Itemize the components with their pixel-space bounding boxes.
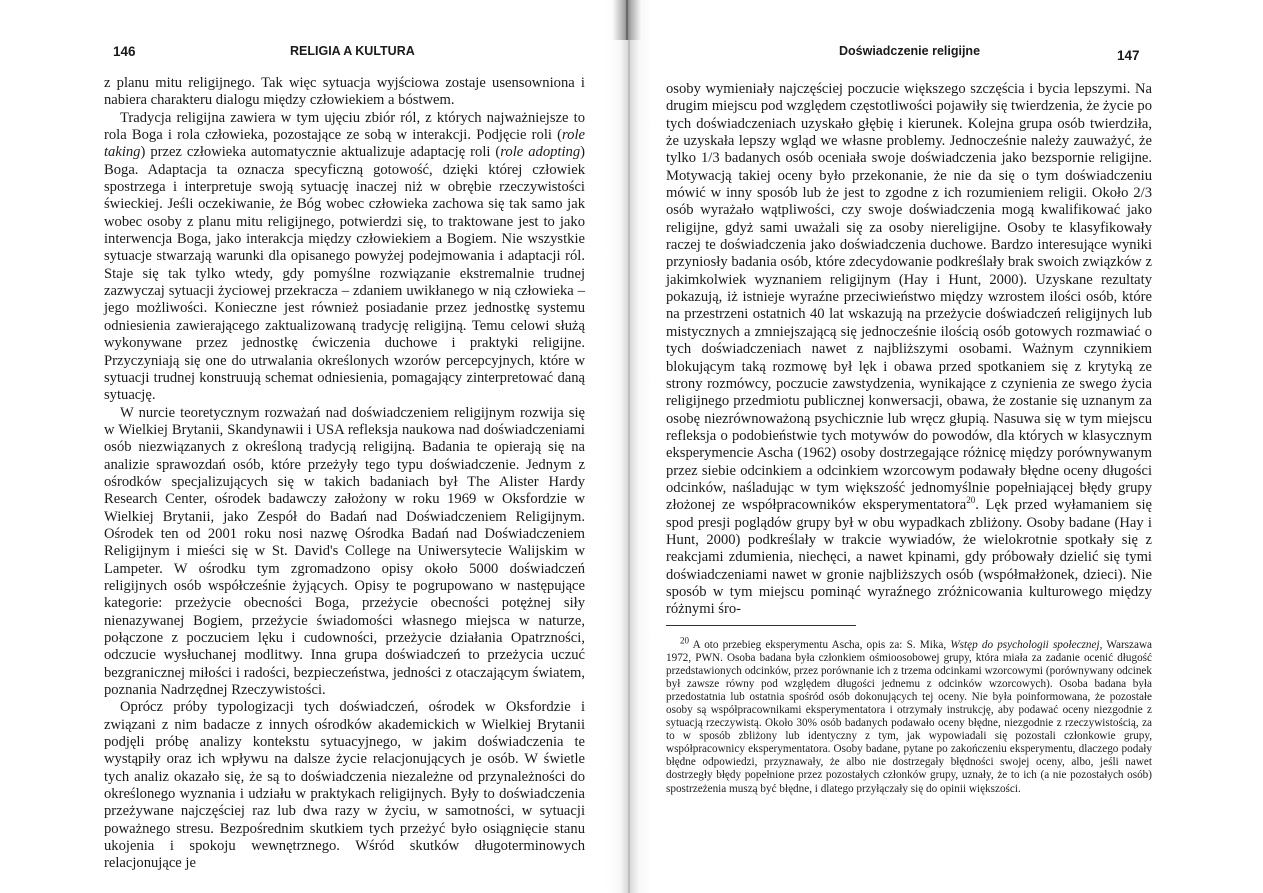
paragraph: osoby wymieniały najczęściej poczucie większego szczęścia i bycia lepszymi. Na drugim miejscu pod względem częstotliwości pojawiły się twierdzenia, że życie po tych doświadczeniach uzyskało głębię i kierunek. Kolejna grupa osób twierdziła, że uzyskała lepszy wgląd we własne problemy. Jednocześnie należy zauważyć, że tylko 1/3 badanych osób oceniała swoje doświadczenia jako bezspornie religijne. Motywacją takiej oceny było przekonanie, że nie da się o tym doświadczeniu mówić w inny sposób lub że jest to zgodne z ich rozumieniem religii. Około 2/3 osób wyrażało wątpliwości, czy swoje doświadczenia mogą kwalifikować jako religijne, gdyż sami uważali się za osoby niereligijne. Osoby te klasyfikowały raczej te doświadczenia jako doświadczenia duchowe. Bardzo interesujące wyniki przyniosły badania osób, które zdecydowanie podkreślały brak swoich związków z jakimkolwiek wyznaniem religijnym (Hay i Hunt, 2000). Uzyskane rezultaty pokazują, iż istnieje wyraźne przeciwieństwo między wzrostem ilości osób, które na przestrzeni ostatnich 40 lat wskazują na przeżycie doświadczeń religijnych lub mistycznych a zmniejszającą się jednocześnie ilością osób gotowych rozmawiać o tych doświadczeniach nawet z najbliższymi osobami. Ważnym czynnikiem blokującym taką rozmowę był lęk i obawa przed spotkaniem się z krytyką ze strony rozmówcy, poczucie zawstydzenia, wynikające z czynienia ze swego życia religijnego przedmiotu publicznej konwersacji, obawa, że zostanie się uznanym za osobę niezrównoważoną psychicznie lub wręcz głupią. Nasuwa się w tym miejscu refleksja o podobieństwie tych motywów do powodów, dla których w klasycznym eksperymencie Ascha (1962) osoby dostrzegające różnicę między porównywanym przez siebie odcinkiem a odcinkiem wzorcowym podawały błędne oceny długości odcinków, naśladując w tym większość jednomyślnie popełniającej błędy grupy złożonej ze współpracowników eksperymentatora$^{20}$. Lęk przed wyłamaniem się spod presji poglądów grupy był w obu wypadkach zbliżony. Osoby badane (Hay i Hunt, 2000) podkreślały w trakcie wywiadów, że wielokrotnie spotkały się z reakcjami zdumienia, niechęci, a nawet kpinami, gdy próbowały dzielić się tymi doświadczeniami nawet w gronie najbliższych osób (współmałżonek, dzieci). Nie sposób w tym miejscu pominąć wyraźnego zróżnicowania kulturowego między różnymi śro- — [666, 81, 1152, 618]
gutter-shadow — [612, 0, 642, 40]
paragraph-roles: Tradycja religijna zawiera w tym ujęciu zbiór ról, z których najważniejsze to rola Boga i rola człowieka, pozostające ze sobą w interakcji. Podjęcie roli (role taking) przez człowieka automatycznie aktualizuje adaptację roli (role adopting) Boga. Adaptacja ta oznacza specyficzną gotowość, dzięki której człowiek spostrzega i interpretuje swoją sytuację inaczej niż w obrębie rzeczywistości świeckiej. Jeśli oczekiwanie, że Bóg wobec człowieka zachowa się tak samo jak wobec osoby z planu mitu religijnego, potwierdzi się, to traktowane jest to jako interwencja Boga, jako interakcja między człowiekiem a Bogiem. Nie wszystkie sytuacje stwarzają warunki dla opisanego powyżej podejmowania i adaptacji ról. Staje się tak tylko wtedy, gdy pomyślne rozwiązanie ekstremalnie trudnej zazwyczaj sytuacji życiowej przekracza – zdaniem uwikłanego w nią człowieka – jego możliwości. Konieczne jest również posiadanie przez jednostkę systemu odniesienia zawierającego zaktualizowaną tradycję religijną. Temu celowi służą wykonywane przez jednostkę ćwiczenia duchowe i praktyki religijne. Przyczyniają się one do utrwalania określonych wzorów percepcyjnych, które w sytuacji trudnej konstruują schemat odniesienia, pomagający zinterpretować daną sytuację. — [104, 109, 585, 404]
left-body-text — [104, 75, 585, 873]
footnote-number: 20 — [680, 635, 689, 646]
footnote-book-title: Wstęp do psychologii społecznej — [950, 639, 1100, 651]
paragraph-text: Lęk przed wyłamaniem się spod presji poglądów grupy był w obu wypadkach zbliżony. Osoby badane (Hay i Hunt, 2000) podkreślały w trakcie wywiadów, że wielokrotnie spotkały się z reakcjami zdumienia, niechęci, a nawet kpinami, gdy próbowały dzielić się tymi doświadczeniami nawet w gronie najbliższych osób (współmałżonek, dzieci). Nie sposób w tym miejscu pominąć wyraźnego zróżnicowania kulturowego między różnymi śro- — [666, 497, 1152, 618]
footnote-text-before: A oto przebieg eksperymentu Ascha, opis za: S. Mika, — [692, 639, 951, 651]
footnote-text-after: , Warszawa 1972, PWN. Osoba badana była członkiem ośmioosobowej grupy, która miała za zadanie ocenić długość przedstawionych odcinków, przez porównanie ich z trzema odcinkami wzorcowymi (porównywany odcinek był zawsze równy pod względem długości jednemu z odcinków wzorcowych). Osoba badana była przedostatnia lub ostatnia spośród osób dokonujących tej oceny. Nie była poinformowana, że pozostałe osoby są współpracownikami eksperymentatora i otrzymały instrukcję, aby podawać oceny niezgodnie z sytuacją rzeczywistą. Około 30% osób badanych podawało oceny błędne, niezgodnie z rzeczywistością, za to w sposób zbliżony lub identyczny z tym, jak wypowiadali się pozostali członkowie grupy, współpracownicy eksperymentatora. Osoby badane, pytane po zakończeniu eksperymentu, dlaczego podały błędne odpowiedzi, przyznawały, że albo nie dostrzegały błędności swojej oceny, albo, jeśli nawet dostrzegły błędy popełnione przez pozostałych członków grupy, uznały, że to ich (a nie pozostałych osób) spostrzeżenia muszą być błędne, i dlatego przyłączały się do opinii większości. — [666, 639, 1153, 795]
italic-term: role adopting — [500, 144, 581, 161]
paragraph: z planu mitu religijnego. Tak więc sytuacja wyjściowa zostaje usensowniona i nabiera charakteru dialogu między człowiekiem a bóstwem. — [104, 75, 585, 109]
footnote-text — [666, 635, 1153, 796]
book-gutter — [606, 0, 652, 893]
footnote-reference[interactable]: 20 — [966, 495, 976, 506]
italic-term: role taking — [104, 127, 585, 161]
paragraph: W nurcie teoretycznym rozważań nad doświadczeniem religijnym rozwija się w Wielkiej Brytanii, Skandynawii i USA refleksja naukowa nad doświadczeniami osób niezwiązanych z określoną tradycją religijną. Badania te opierają się na analizie sprawozdań osób, które przeżyły tego typu doświadczenie. Jednym z ośrodków specjalizujących się w takich badaniach był The Alister Hardy Research Center, ośrodek badawczy założony w roku 1969 w Oksfordzie w Wielkiej Brytanii, jako Zespół do Badań nad Doświadczeniem Religijnym. Ośrodek ten od 2001 roku nosi nazwę Ośrodka Badań nad Doświadczeniem Religijnym i mieści się w St. David's College na Uniwersytecie Walijskim w Lampeter. W ośrodku tym zgromadzono opisy około 5000 doświadczeń religijnych osób współcześnie żyjących. Opisy te pogrupowano w następujące kategorie: przeżycie obecności Boga, przeżycie obecności potężnej siły nienazywanej Bogiem, przeżycie świadomości własnego miejsca w naturze, połączone z poczuciem lęku i cudowności, przeżycie działania Opatrzności, odczucie wysłuchanej modlitwy. Inna grupa doświadczeń to przeżycia uczuć bezgranicznej miłości i radości, bezpieczeństwa, jedności z otaczającym światem, poznania Nadrzędnej Rzeczywistości. — [104, 404, 585, 699]
page-number-left: 146 — [113, 44, 136, 59]
page-number-right: 147 — [1117, 48, 1140, 63]
running-title-left: RELIGIA A KULTURA — [290, 44, 415, 58]
running-title-right: Doświadczenie religijne — [839, 44, 981, 58]
right-page — [652, 0, 1263, 893]
right-body-text — [666, 81, 1152, 619]
left-page — [0, 0, 606, 893]
footnote — [666, 635, 1153, 796]
paragraph-text: osoby wymieniały najczęściej poczucie większego szczęścia i bycia lepszymi. Na drugim miejscu pod względem częstotliwości pojawiły się twierdzenia, że życie po tych doświadczeniach uzyskało głębię i kierunek. Kolejna grupa osób twierdziła, że uzyskała lepszy wgląd we własne problemy. Jednocześnie należy zauważyć, że tylko 1/3 badanych osób oceniała swoje doświadczenia jako bezspornie religijne. Motywacją takiej oceny było przekonanie, że nie da się o tym doświadczeniu mówić w inny sposób lub że jest to zgodne z ich rozumieniem religii. Około 2/3 osób wyrażało wątpliwości, czy swoje doświadczenia mogą kwalifikować jako religijne, gdyż sami uważali się za osoby niereligijne. Osoby te klasyfikowały raczej te doświadczenia jako doświadczenia duchowe. Bardzo interesujące wyniki przyniosły badania osób, które zdecydowanie podkreślały brak swoich związków z jakimkolwiek wyznaniem religijnym (Hay i Hunt, 2000). Uzyskane rezultaty pokazują, iż istnieje wyraźne przeciwieństwo między wzrostem ilości osób, które na przestrzeni ostatnich 40 lat wskazują na przeżycie doświadczeń religijnych lub mistycznych a zmniejszającą się jednocześnie ilością osób gotowych rozmawiać o tych doświadczeniach nawet z najbliższymi osobami. Ważnym czynnikiem blokującym taką rozmowę był lęk i obawa przed spotkaniem się z krytyką ze strony rozmówcy, poczucie zawstydzenia, wynikające z czynienia ze swego życia religijnego przedmiotu publicznej konwersacji, obawa, że zostanie się uznanym za osobę niezrównoważoną psychicznie lub wręcz głupią. Nasuwa się w tym miejscu refleksja o podobieństwie tych motywów do powodów, dla których w klasycznym eksperymencie Ascha (1962) osoby dostrzegające różnicę między porównywanym przez siebie odcinkiem a odcinkiem wzorcowym podawały błędne oceny długości odcinków, naśladując w tym większość jednomyślnie popełniającej błędy grupy złożonej ze współpracowników eksperymentatora — [666, 81, 1152, 514]
paragraph: Oprócz próby typologizacji tych doświadczeń, ośrodek w Oksfordzie i związani z nim badacze z innych ośrodków akademickich w Wielkiej Brytanii podjęli próbę analizy kontekstu sytuacyjnego, w jakim doświadczenia te wystąpiły oraz ich wpływu na dalsze życie relacjonujących je osób. W świetle tych analiz okazało się, że są to doświadczenia niezależne od przynależności do określonego wyznania i udziału w praktykach religijnych. Były to doświadczenia przeżywane najczęściej raz lub dwa razy w życiu, w samotności, w sytuacji poważnego stresu. Bezpośrednim skutkiem tych przeżyć było osiągnięcie stanu ukojenia i spokoju wewnętrznego. Wśród skutków długoterminowych relacjonujące je — [104, 699, 585, 872]
footnote-divider — [666, 625, 856, 626]
